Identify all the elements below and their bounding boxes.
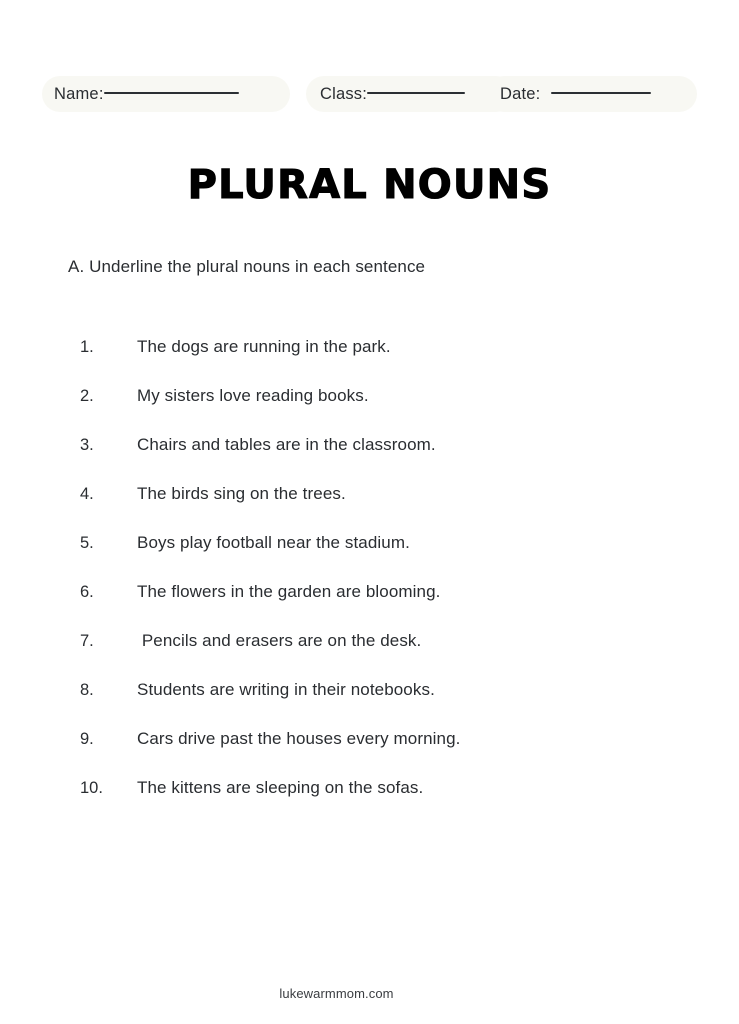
class-label: Class:: [320, 84, 368, 103]
class-blank[interactable]: [367, 92, 465, 94]
date-label: Date:: [500, 84, 546, 103]
question-number: 10.: [80, 779, 103, 797]
question-number: 2.: [80, 387, 94, 405]
page-title: PLURAL NOUNS: [187, 162, 552, 208]
question-row: [80, 679, 680, 728]
question-row: [80, 336, 680, 385]
question-text: Boys play football near the stadium.: [137, 533, 410, 552]
question-text: The dogs are running in the park.: [137, 337, 391, 356]
header-fields: [42, 76, 697, 112]
question-row: [80, 581, 680, 630]
question-number: 4.: [80, 485, 94, 503]
question-text: The kittens are sleeping on the sofas.: [137, 778, 424, 797]
question-text: My sisters love reading books.: [137, 386, 369, 405]
name-blank[interactable]: [104, 92, 239, 94]
question-row: [80, 777, 680, 826]
question-row: [80, 630, 680, 679]
question-text: Chairs and tables are in the classroom.: [137, 435, 436, 454]
question-text: The flowers in the garden are blooming.: [137, 582, 441, 601]
question-row: [80, 532, 680, 581]
question-row: [80, 728, 680, 777]
question-number: 3.: [80, 436, 94, 454]
question-number: 1.: [80, 338, 94, 356]
question-text: Students are writing in their notebooks.: [137, 680, 435, 699]
footer-watermark: lukewarmmom.com: [279, 986, 394, 1001]
question-row: [80, 483, 680, 532]
question-text: Cars drive past the houses every morning.: [137, 729, 461, 748]
question-number: 9.: [80, 730, 94, 748]
question-list: [80, 336, 680, 826]
class-field[interactable]: [306, 76, 514, 112]
question-number: 5.: [80, 534, 94, 552]
question-row: [80, 385, 680, 434]
question-number: 7.: [80, 632, 94, 650]
name-label: Name:: [54, 84, 104, 103]
question-number: 8.: [80, 681, 94, 699]
question-row: [80, 434, 680, 483]
date-blank[interactable]: [551, 92, 651, 94]
question-text: The birds sing on the trees.: [137, 484, 346, 503]
instruction-text: A. Underline the plural nouns in each sentence: [68, 257, 426, 276]
date-field[interactable]: [486, 76, 697, 112]
question-number: 6.: [80, 583, 94, 601]
question-text: Pencils and erasers are on the desk.: [137, 631, 422, 650]
name-field[interactable]: [42, 76, 290, 112]
